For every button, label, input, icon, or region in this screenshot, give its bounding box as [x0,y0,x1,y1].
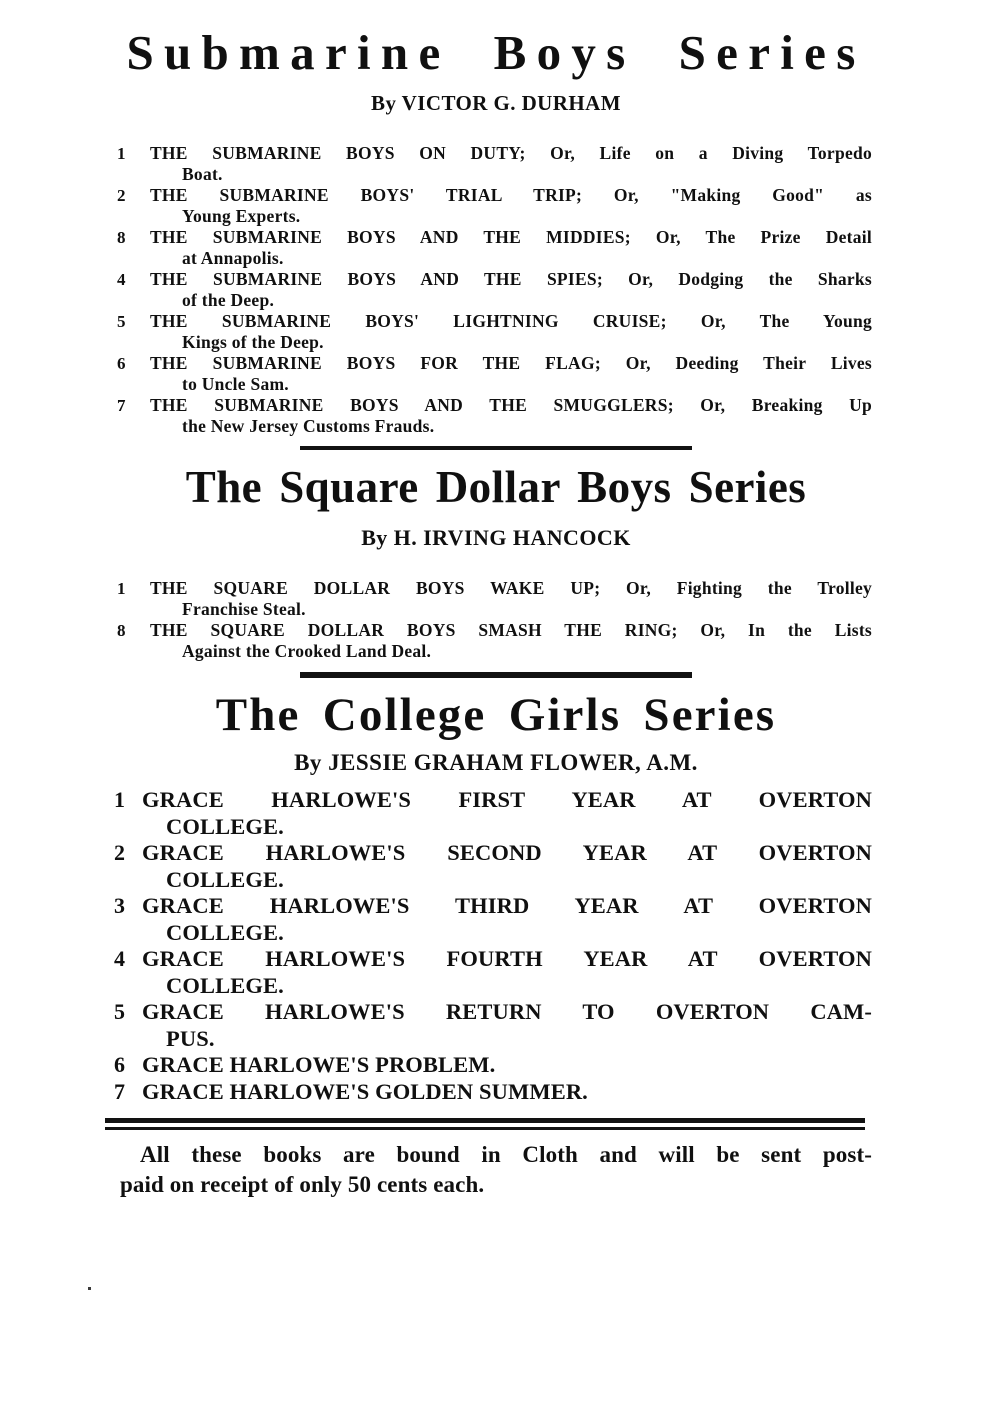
item-line: to Uncle Sam. [182,373,289,394]
footer-line: paid on receipt of only 50 cents each. [120,1172,485,1198]
item-line: GRACE HARLOWE'S RETURN TO OVERTON CAM- [142,999,872,1025]
item-number: 1 [117,143,126,163]
footer-line: All these books are bound in Cloth and will be sent post- [140,1142,872,1168]
item-line: PUS. [166,1025,215,1051]
college-girls-book-list [114,787,872,1105]
list-item [117,226,872,269]
list-item [117,619,872,662]
item-number: 7 [114,1078,126,1104]
item-line: THE SUBMARINE BOYS AND THE SMUGGLERS; Or, Breaking Up [150,394,872,415]
square-dollar-series-byline: By H. IRVING HANCOCK [361,524,631,550]
item-number: 8 [117,620,126,640]
item-number: 6 [117,353,126,373]
item-number: 6 [114,1052,126,1078]
item-line: THE SUBMARINE BOYS FOR THE FLAG; Or, Deeding Their Lives [150,352,872,373]
submarine-book-list [117,142,872,437]
item-number: 1 [117,578,126,598]
item-line: of the Deep. [182,289,275,310]
section-divider-rule [300,446,692,450]
item-line: COLLEGE. [166,919,284,945]
list-item [114,1078,872,1106]
item-line: THE SQUARE DOLLAR BOYS WAKE UP; Or, Fighting the Trolley [150,577,872,598]
print-speck [88,1287,91,1290]
item-line: at Annapolis. [182,247,284,268]
list-item [114,840,872,893]
list-item [114,893,872,946]
item-line: THE SQUARE DOLLAR BOYS SMASH THE RING; Or, In the Lists [150,619,872,640]
section-divider-rule [300,672,692,678]
item-line: GRACE HARLOWE'S GOLDEN SUMMER. [142,1078,588,1104]
item-line: THE SUBMARINE BOYS' LIGHTNING CRUISE; Or, The Young [150,310,872,331]
item-number: 1 [114,787,126,813]
item-line: GRACE HARLOWE'S SECOND YEAR AT OVERTON [142,840,872,866]
item-number: 8 [117,227,126,247]
item-number: 4 [117,269,126,289]
submarine-series-title: Submarine Boys Series [126,25,866,80]
list-item [117,142,872,185]
item-line: THE SUBMARINE BOYS AND THE MIDDIES; Or, The Prize Detail [150,226,872,247]
item-number: 2 [117,185,126,205]
list-item [114,787,872,840]
square-dollar-book-list [117,577,872,662]
item-line: THE SUBMARINE BOYS AND THE SPIES; Or, Dodging the Sharks [150,268,872,289]
list-item [117,352,872,395]
item-line: Kings of the Deep. [182,331,324,352]
item-line: COLLEGE. [166,866,284,892]
list-item [117,184,872,227]
college-girls-series-byline: By JESSIE GRAHAM FLOWER, A.M. [294,750,698,776]
item-line: THE SUBMARINE BOYS ON DUTY; Or, Life on a Diving Torpedo [150,142,872,163]
item-number: 5 [114,999,126,1025]
list-item [114,1052,872,1079]
list-item [117,577,872,620]
item-line: Against the Crooked Land Deal. [182,640,432,661]
item-line: the New Jersey Customs Frauds. [182,415,435,436]
college-girls-series-title: The College Girls Series [215,688,777,741]
item-line: Franchise Steal. [182,598,306,619]
item-line: THE SUBMARINE BOYS' TRIAL TRIP; Or, "Making Good" as [150,184,872,205]
item-number: 7 [117,395,126,415]
item-number: 3 [114,893,126,919]
footer-double-rule [105,1118,865,1130]
item-line: COLLEGE. [166,813,284,839]
list-item [117,310,872,353]
item-line: GRACE HARLOWE'S FIRST YEAR AT OVERTON [142,787,872,813]
list-item [117,394,872,437]
footer-note [120,1140,872,1200]
item-line: COLLEGE. [166,972,284,998]
square-dollar-series-title: The Square Dollar Boys Series [185,461,807,512]
item-number: 5 [117,311,126,331]
item-number: 4 [114,946,126,972]
item-line: GRACE HARLOWE'S PROBLEM. [142,1052,496,1078]
submarine-series-byline: By VICTOR G. DURHAM [371,90,621,115]
item-line: GRACE HARLOWE'S THIRD YEAR AT OVERTON [142,893,872,919]
item-line: GRACE HARLOWE'S FOURTH YEAR AT OVERTON [142,946,872,972]
list-item [114,999,872,1052]
item-line: Young Experts. [182,205,301,226]
list-item [117,268,872,311]
list-item [114,946,872,999]
item-number: 2 [114,840,126,866]
item-line: Boat. [182,163,223,184]
